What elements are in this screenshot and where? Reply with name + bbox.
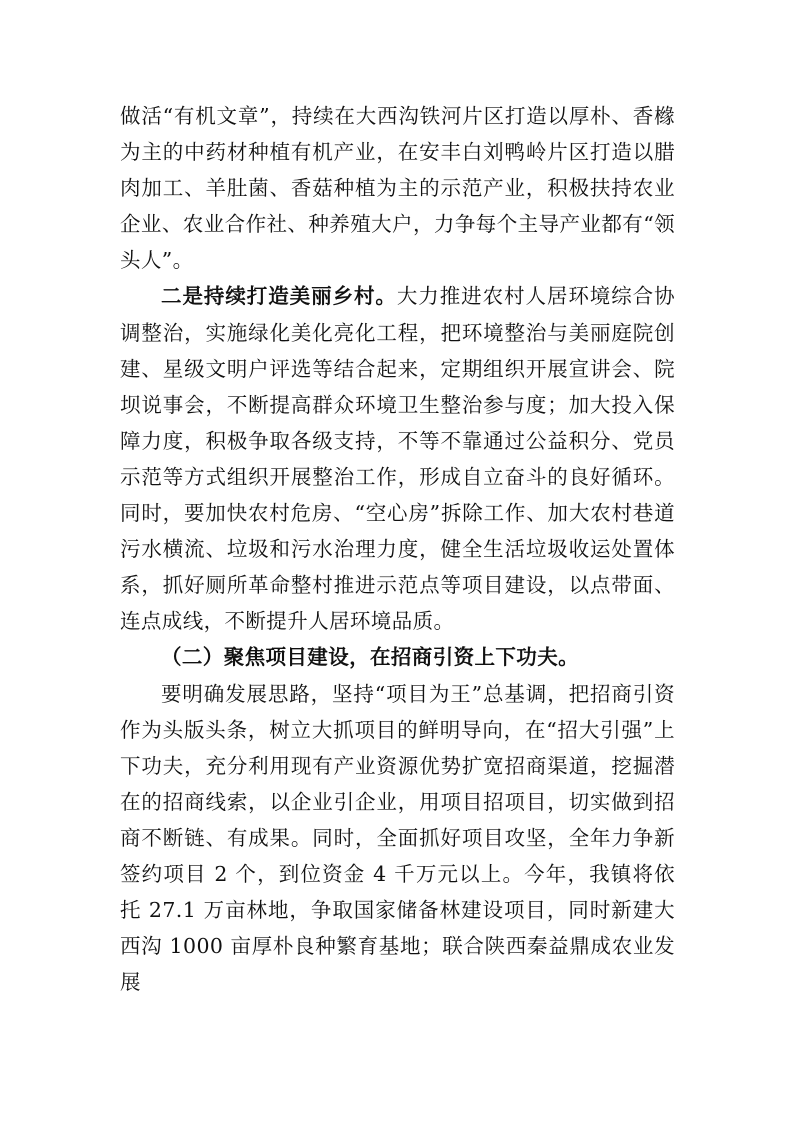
section-heading: （二）聚焦项目建设，在招商引资上下功夫。 [161,645,579,670]
paragraph-lead-heading: 二是持续打造美丽乡村。 [161,284,397,309]
paragraph-body: 大力推进农村人居环境综合协调整治，实施绿化美化亮化工程，把环境整治与美丽庭院创建、星级文明户评选等结合起来，定期组织开展宣讲会、院坝说事会，不断提高群众环境卫生整治参与度；加大投入保障力度，积极争取各级支持，不等不靠通过公益积分、党员示范等方式组织开展整治工作，形成自立奋斗的良好循环。同时，要加快农村危房、“空心房”拆除工作、加大农村巷道污水横流、垃圾和污水治理力度，健全生活垃圾收运处置体系，抓好厕所革命整村推进示范点等项目建设，以点带面、连点成线，不断提升人居环境品质。 [120,284,675,634]
paragraph-investment: 要明确发展思路，坚持“项目为王”总基调，把招商引资作为头版头条，树立大抓项目的鲜明导向，在“招大引强”上下功夫，充分利用现有产业资源优势扩宽招商渠道，挖掘潜在的招商线索，以企业引企业，用项目招项目，切实做到招商不断链、有成果。同时，全面抓好项目攻坚，全年力争新签约项目 2 个，到位资金 4 千万元以上。今年，我镇将依托 27.1 万亩林地，争取国家储备林建设项目，同时新建大西沟 1000 亩厚朴良种繁育基地；联合陕西秦益鼎成农业发展 [120,681,675,995]
paragraph-industry: 做活“有机文章”，持续在大西沟铁河片区打造以厚朴、香橼为主的中药材种植有机产业，在安丰白刘鸭岭片区打造以腊肉加工、羊肚菌、香菇种植为主的示范产业，积极扶持农业企业、农业合作社、种养殖大户，力争每个主导产业都有“领头人”。 [120,104,675,273]
paragraph-beautiful-village [120,278,675,639]
document-body [120,98,675,1000]
